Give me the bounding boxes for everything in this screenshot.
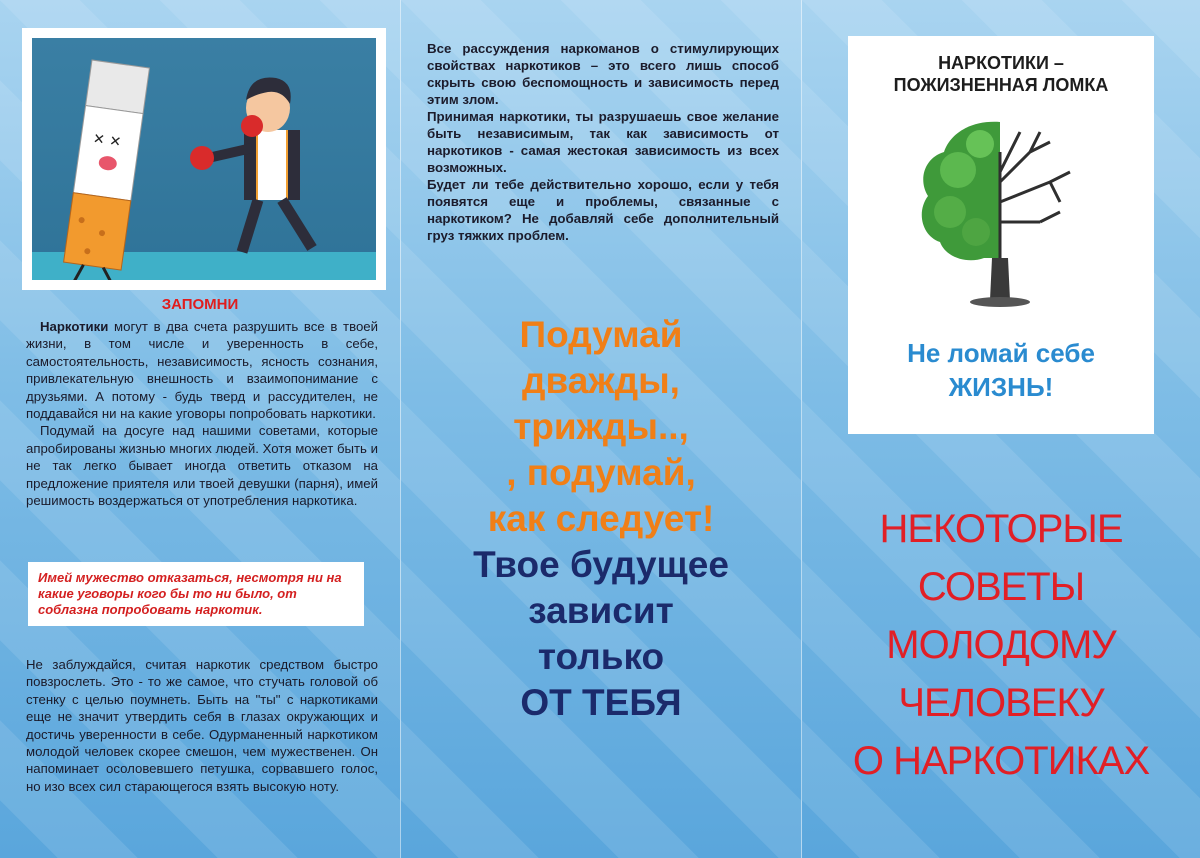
middle-paragraph-2: Принимая наркотики, ты разрушаешь свое желание быть независимым, так как зависимость от наркотиков - самая жестокая зависимость из всех возможных. [427,109,779,175]
illustration-frame [22,28,386,290]
advice-heading [802,500,1200,790]
paragraph-1-rest: могут в два счета разрушить все в твоей жизни, в том числе и уверенность в себе, самостоятельность, независимость, ясность сознания, привлекательную внешность и взаимопонимание с друзьями. А потому - будь тверд и рассудителен, не поддавайся ни на какие уговоры попробовать наркотики. [26,319,378,422]
left-panel [0,0,400,858]
paragraph-2: Подумай на досуге над нашими советами, которые апробированы жизнью многих людей. Хотя может быть и не так легко бывает иногда ответить отказом на предложение приятеля или твоей девушки (парня), имей решимость воздержаться от употребления наркотика. [26,423,378,509]
slogan-line: , подумай, [506,452,696,493]
cover-slogan-line-2: ЖИЗНЬ! [948,372,1054,402]
left-text-block [26,318,378,509]
svg-text:✕ ✕: ✕ ✕ [91,130,123,151]
advice-line: О НАРКОТИКАХ [852,739,1150,783]
cigarette-character [60,60,149,280]
advice-line: СОВЕТЫ [917,565,1085,609]
slogan-line: как следует! [487,498,715,539]
boxer-character [190,77,312,252]
cartoon-svg [32,38,376,280]
cover-card [848,36,1154,434]
paragraph-1-bold: Наркотики [40,319,109,334]
slogan-line: Подумай [519,314,683,355]
cover-title-line-2: ПОЖИЗНЕННАЯ ЛОМКА [893,75,1109,95]
slogan-line-navy: только [537,636,665,677]
cover-title-line-1: НАРКОТИКИ – [938,53,1064,73]
slogan-line-navy: зависит [528,590,674,631]
cover-slogan [848,336,1154,404]
half-dead-tree-image [910,112,1090,312]
middle-panel [400,0,802,858]
advice-line: МОЛОДОМУ [886,623,1116,667]
paragraph-3: Не заблуждайся, считая наркотик средством быстро повзрослеть. Это - то же самое, что стучать головой об стенку с целью поумнеть. Быть на "ты" с наркотиками еще не значит утвердить себя в глазах окружающих и достичь уверенности в себе. Одурманенный наркотиком молодой человек скорее смешон, чем мужественен. Он напоминает осоловевшего петушка, сорвавшего голос, но изо всех сил старающегося взять высокую ноту. [26,657,378,794]
cover-slogan-line-1: Не ломай себе [907,338,1095,368]
advice-line: НЕКОТОРЫЕ [879,507,1123,551]
remember-title: ЗАПОМНИ [161,296,239,313]
warning-box: Имей мужество отказаться, несмотря ни на какие уговоры кого бы то ни было, от соблазна попробовать наркотик. [28,562,364,626]
slogan-line-navy: ОТ ТЕБЯ [520,682,682,723]
slogan-line-navy: Твое будущее [473,544,729,585]
middle-text-block [427,40,779,244]
right-panel [802,0,1200,858]
middle-paragraph-3: Будет ли тебе действительно хорошо, если у тебя появятся еще и проблемы, связанные с наркотиком? Не добавляй себе дополнительный груз тяжких проблем. [427,177,779,243]
advice-line: ЧЕЛОВЕКУ [898,681,1104,725]
slogan-line: трижды.., [513,406,689,447]
cover-title [848,52,1154,96]
middle-slogan [401,312,801,726]
middle-paragraph-1: Все рассуждения наркоманов о стимулирующих свойствах наркотиков – это всего лишь способ скрыть свою беспомощность и зависимость перед этим злом. [427,41,779,107]
boxer-vs-cigarette-illustration [32,38,376,280]
slogan-line: дважды, [522,360,680,401]
paragraph-1 [26,318,378,422]
left-text-block-bottom [26,656,378,795]
